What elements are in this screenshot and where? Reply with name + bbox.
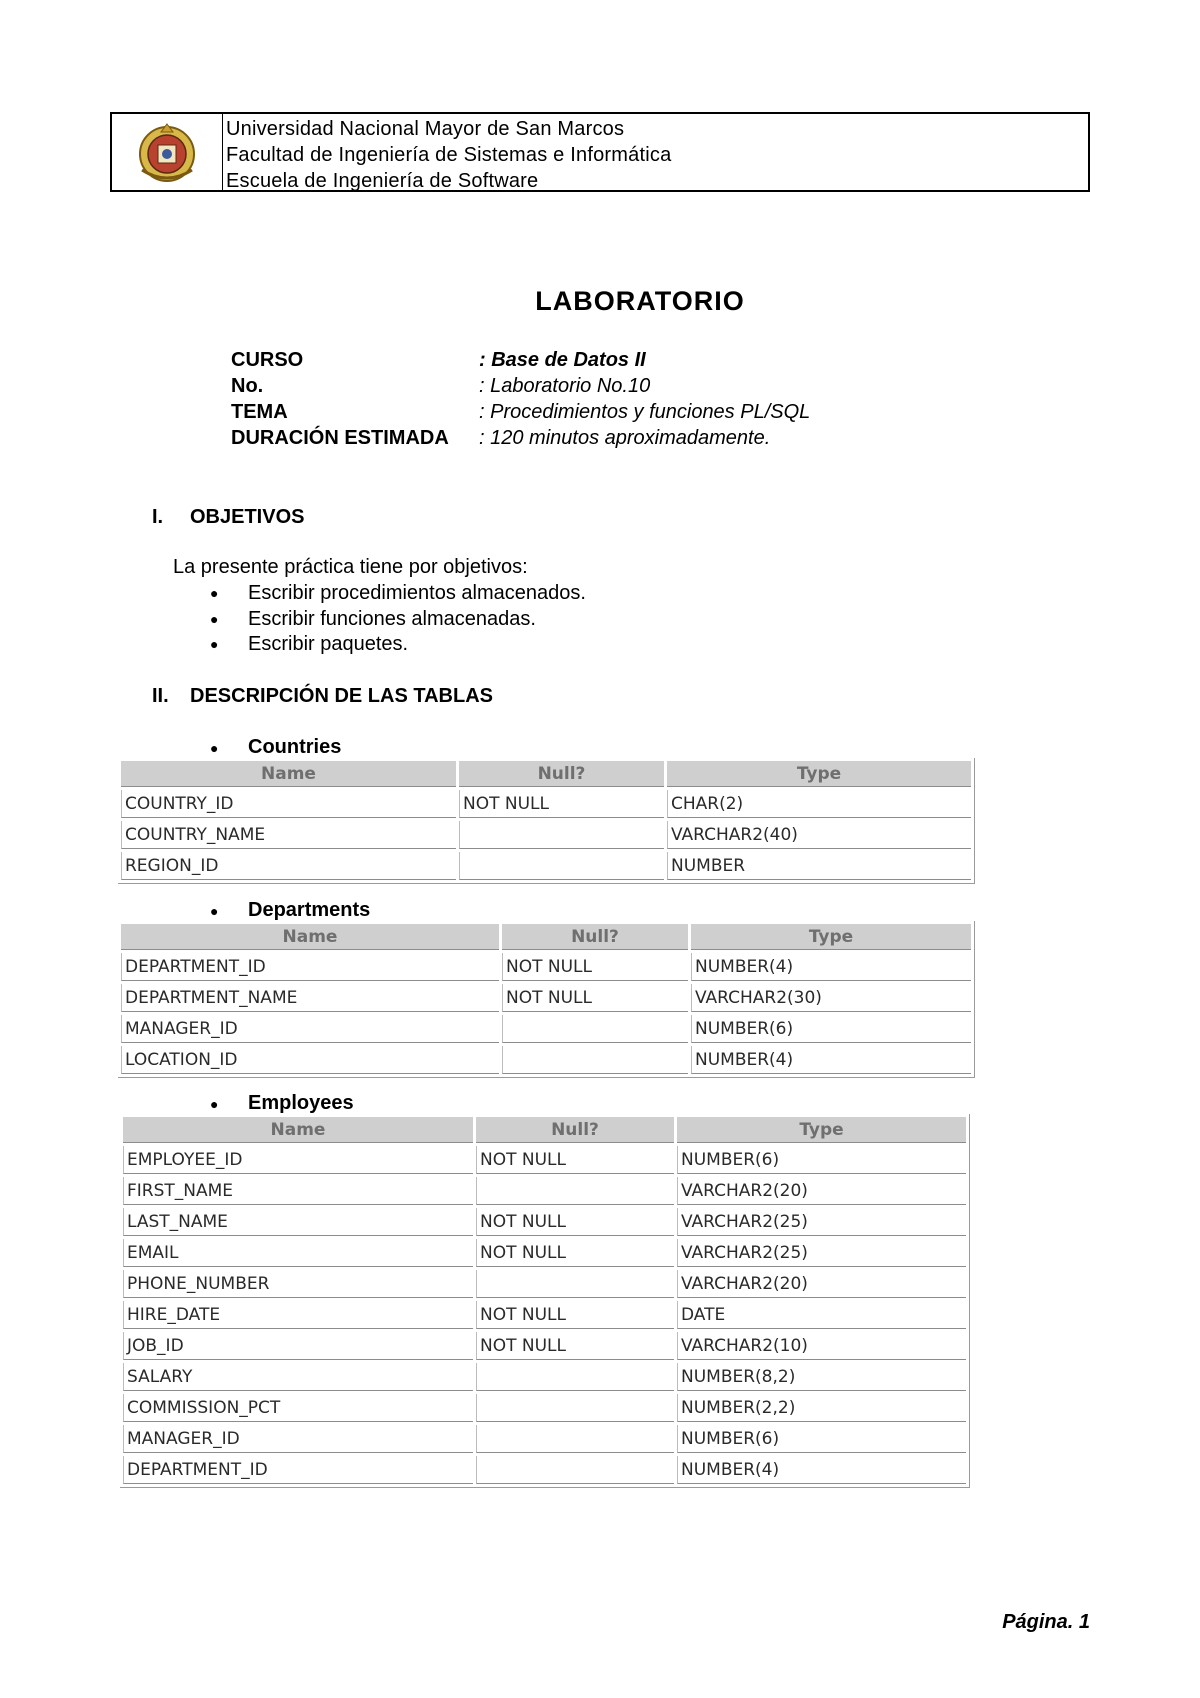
cell-type: NUMBER(2,2): [677, 1394, 966, 1422]
lab-info-key: TEMA: [231, 401, 288, 423]
bullet-icon: ●: [210, 636, 219, 652]
cell-type: VARCHAR2(25): [677, 1208, 966, 1236]
cell-null: [476, 1456, 674, 1484]
lab-info-row: [231, 373, 810, 399]
cell-name: COUNTRY_NAME: [121, 821, 456, 849]
cell-name: REGION_ID: [121, 852, 456, 880]
cell-name: EMPLOYEE_ID: [123, 1146, 473, 1174]
cell-null: [476, 1177, 674, 1205]
cell-null: [459, 852, 664, 880]
table-row: [121, 953, 971, 981]
countries-table: [118, 758, 975, 884]
lab-info-value: : Procedimientos y funciones PL/SQL: [479, 401, 811, 423]
cell-null: [459, 821, 664, 849]
cell-type: VARCHAR2(20): [677, 1270, 966, 1298]
table-header-row: [121, 761, 971, 787]
table-row: [121, 984, 971, 1012]
cell-type: VARCHAR2(10): [677, 1332, 966, 1360]
objectives-intro: La presente práctica tiene por objetivos:: [173, 556, 528, 578]
header-university-name: Universidad Nacional Mayor de San Marcos: [226, 118, 625, 140]
column-header-null: Null?: [476, 1117, 674, 1143]
table-row: [123, 1301, 966, 1329]
cell-null: NOT NULL: [502, 984, 688, 1012]
lab-info-row: [231, 425, 810, 451]
bullet-icon: ●: [210, 585, 219, 601]
section-title: DESCRIPCIÓN DE LAS TABLAS: [190, 685, 493, 707]
university-header: [110, 112, 1090, 192]
lab-info: [231, 347, 810, 451]
cell-null: [476, 1394, 674, 1422]
cell-name: DEPARTMENT_NAME: [121, 984, 499, 1012]
section-heading-tablas: [152, 685, 493, 708]
cell-type: NUMBER(6): [677, 1146, 966, 1174]
header-school-name: Escuela de Ingeniería de Software: [226, 170, 539, 192]
table-row: [121, 1046, 971, 1074]
cell-null: NOT NULL: [502, 953, 688, 981]
section-heading-objetivos: [152, 506, 304, 529]
table-title-text: Countries: [248, 736, 342, 758]
cell-null: [476, 1363, 674, 1391]
lab-info-row: [231, 399, 810, 425]
page-title: LABORATORIO: [535, 286, 745, 316]
table-row: [121, 790, 971, 818]
cell-name: SALARY: [123, 1363, 473, 1391]
section-number: II.: [152, 685, 169, 707]
table-header-row: [121, 924, 971, 950]
cell-null: [476, 1270, 674, 1298]
cell-name: COMMISSION_PCT: [123, 1394, 473, 1422]
cell-name: LOCATION_ID: [121, 1046, 499, 1074]
lab-info-value: : Laboratorio No.10: [479, 375, 651, 397]
crest-icon: [136, 120, 198, 184]
table-title-countries: [210, 736, 341, 759]
list-item-text: Escribir paquetes.: [248, 633, 409, 655]
column-header-null: Null?: [459, 761, 664, 787]
cell-name: PHONE_NUMBER: [123, 1270, 473, 1298]
lab-info-row: [231, 347, 810, 373]
column-header-type: Type: [667, 761, 971, 787]
list-item: [210, 607, 586, 633]
list-item: [210, 632, 586, 658]
cell-null: NOT NULL: [459, 790, 664, 818]
table-title-employees: [210, 1092, 354, 1115]
cell-type: VARCHAR2(25): [677, 1239, 966, 1267]
cell-type: CHAR(2): [667, 790, 971, 818]
cell-type: VARCHAR2(40): [667, 821, 971, 849]
table-row: [123, 1394, 966, 1422]
bullet-icon: ●: [210, 902, 219, 919]
table-header-row: [123, 1117, 966, 1143]
list-item-text: Escribir funciones almacenadas.: [248, 607, 536, 630]
cell-name: FIRST_NAME: [123, 1177, 473, 1205]
cell-type: NUMBER(8,2): [677, 1363, 966, 1391]
column-header-name: Name: [121, 924, 499, 950]
cell-type: VARCHAR2(20): [677, 1177, 966, 1205]
cell-type: DATE: [677, 1301, 966, 1329]
column-header-null: Null?: [502, 924, 688, 950]
cell-type: NUMBER(6): [691, 1015, 971, 1043]
page-number: Página. 1: [1002, 1611, 1090, 1633]
cell-type: NUMBER(4): [677, 1456, 966, 1484]
section-title: OBJETIVOS: [190, 506, 305, 528]
cell-name: JOB_ID: [123, 1332, 473, 1360]
cell-type: VARCHAR2(30): [691, 984, 971, 1012]
table-row: [121, 821, 971, 849]
column-header-type: Type: [677, 1117, 966, 1143]
lab-info-key: DURACIÓN ESTIMADA: [231, 427, 449, 449]
cell-name: MANAGER_ID: [123, 1425, 473, 1453]
cell-type: NUMBER(4): [691, 1046, 971, 1074]
table-row: [121, 1015, 971, 1043]
table-row: [123, 1456, 966, 1484]
table-row: [123, 1363, 966, 1391]
departments-table: [118, 921, 975, 1078]
table-row: [123, 1177, 966, 1205]
cell-name: COUNTRY_ID: [121, 790, 456, 818]
table-row: [123, 1425, 966, 1453]
cell-name: LAST_NAME: [123, 1208, 473, 1236]
list-item: [210, 581, 586, 607]
list-item-text: Escribir procedimientos almacenados.: [248, 582, 586, 604]
table-title-departments: [210, 899, 370, 922]
cell-type: NUMBER(4): [691, 953, 971, 981]
university-crest-logo: [112, 114, 223, 190]
table-row: [123, 1239, 966, 1267]
cell-null: NOT NULL: [476, 1301, 674, 1329]
cell-null: [502, 1015, 688, 1043]
column-header-type: Type: [691, 924, 971, 950]
cell-null: NOT NULL: [476, 1239, 674, 1267]
cell-name: MANAGER_ID: [121, 1015, 499, 1043]
lab-info-key: CURSO: [231, 349, 304, 371]
cell-null: [502, 1046, 688, 1074]
cell-null: NOT NULL: [476, 1208, 674, 1236]
table-title-text: Employees: [248, 1092, 354, 1114]
table-row: [123, 1270, 966, 1298]
cell-name: EMAIL: [123, 1239, 473, 1267]
employees-table: [120, 1114, 970, 1488]
header-faculty-name: Facultad de Ingeniería de Sistemas e Informática: [226, 144, 672, 166]
cell-name: HIRE_DATE: [123, 1301, 473, 1329]
lab-info-key: No.: [231, 375, 264, 397]
cell-name: DEPARTMENT_ID: [123, 1456, 473, 1484]
cell-null: NOT NULL: [476, 1332, 674, 1360]
bullet-icon: ●: [210, 1095, 219, 1112]
column-header-name: Name: [123, 1117, 473, 1143]
section-number: I.: [152, 506, 164, 528]
table-row: [123, 1332, 966, 1360]
table-row: [121, 852, 971, 880]
cell-name: DEPARTMENT_ID: [121, 953, 499, 981]
lab-info-value: : Base de Datos II: [479, 349, 646, 371]
bullet-icon: ●: [210, 739, 219, 756]
cell-null: [476, 1425, 674, 1453]
table-row: [123, 1208, 966, 1236]
objectives-list: [210, 581, 586, 658]
table-row: [123, 1146, 966, 1174]
cell-null: NOT NULL: [476, 1146, 674, 1174]
table-title-text: Departments: [248, 899, 371, 921]
bullet-icon: ●: [210, 610, 219, 627]
column-header-name: Name: [121, 761, 456, 787]
lab-info-value: : 120 minutos aproximadamente.: [479, 427, 771, 449]
cell-type: NUMBER: [667, 852, 971, 880]
cell-type: NUMBER(6): [677, 1425, 966, 1453]
